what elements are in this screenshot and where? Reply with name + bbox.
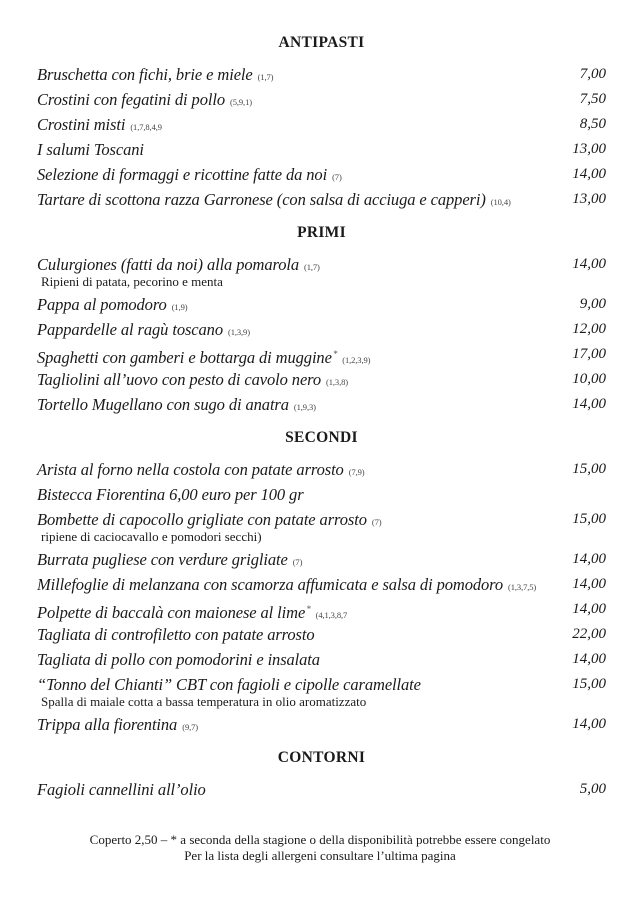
menu-item — [37, 367, 606, 392]
menu-item — [37, 112, 606, 137]
item-allergens: (1,9) — [171, 302, 188, 312]
item-name: Selezione di formaggi e ricottine fatte da noi — [37, 165, 328, 184]
item-allergens: (1,7) — [257, 72, 274, 82]
item-name-wrap — [37, 647, 320, 672]
item-name: Bruschetta con fichi, brie e miele — [37, 65, 253, 84]
item-price: 14,00 — [572, 166, 606, 182]
menu-item — [37, 647, 606, 672]
item-name: Tortello Mugellano con sugo di anatra — [37, 395, 289, 414]
item-price: 13,00 — [572, 191, 606, 207]
item-name: Tagliolini all’uovo con pesto di cavolo nero — [37, 370, 322, 389]
item-allergens: (10,4) — [490, 197, 511, 207]
menu-item — [37, 597, 606, 622]
menu-section-contorni — [37, 743, 606, 802]
item-allergens: (9,7) — [182, 722, 199, 732]
item-name-wrap — [37, 187, 511, 212]
item-allergens: (1,9,3) — [293, 402, 316, 412]
item-price: 14,00 — [572, 601, 606, 617]
item-name-wrap — [37, 622, 315, 647]
item-name-wrap — [37, 547, 302, 572]
item-allergens: (4,1,3,8,7 — [315, 610, 348, 620]
item-price: 12,00 — [572, 321, 606, 337]
item-name: Arista al forno nella costola con patate arrosto — [37, 460, 344, 479]
item-price: 13,00 — [572, 141, 606, 157]
item-description: Spalla di maiale cotta a bassa temperatura in olio aromatizzato — [41, 694, 367, 709]
item-name: I salumi Toscani — [37, 140, 144, 159]
item-allergens: (7) — [292, 557, 303, 567]
item-price: 14,00 — [572, 256, 606, 272]
menu-item — [37, 62, 606, 87]
item-name-wrap — [37, 62, 273, 87]
item-price: 14,00 — [572, 576, 606, 592]
item-name: Bistecca Fiorentina 6,00 euro per 100 gr — [37, 485, 304, 504]
item-price: 14,00 — [572, 551, 606, 567]
menu-item — [37, 572, 606, 597]
item-name-wrap — [37, 367, 348, 392]
item-name: Trippa alla fiorentina — [37, 715, 178, 734]
item-name-wrap — [37, 457, 365, 482]
item-name-wrap — [37, 777, 206, 802]
frozen-star: * — [332, 349, 338, 359]
menu-item — [37, 482, 606, 507]
menu-item — [37, 622, 606, 647]
item-name: Tagliata di pollo con pomodorini e insalata — [37, 650, 320, 669]
item-name-wrap — [37, 482, 304, 507]
item-name-wrap — [37, 392, 316, 417]
item-price: 5,00 — [579, 781, 606, 797]
menu-item — [37, 137, 606, 162]
item-name-wrap — [37, 597, 347, 622]
section-heading: CONTORNI — [277, 749, 366, 766]
item-name-wrap — [37, 137, 144, 162]
menu — [37, 0, 606, 802]
item-name: Millefoglie di melanzana con scamorza affumicata e salsa di pomodoro — [37, 575, 504, 594]
item-allergens: (7) — [332, 172, 342, 182]
item-price: 15,00 — [572, 676, 606, 692]
item-name-wrap — [37, 342, 370, 367]
item-name: Tartare di scottona razza Garronese (con salsa di acciuga e capperi) — [37, 190, 486, 209]
item-name: Pappardelle al ragù toscano — [37, 320, 223, 339]
frozen-star: * — [306, 604, 311, 614]
item-price: 9,00 — [579, 296, 606, 312]
item-name: Fagioli cannellini all’olio — [37, 780, 206, 799]
menu-item — [37, 187, 606, 212]
menu-item — [37, 162, 606, 187]
item-allergens: (7) — [371, 517, 382, 527]
item-price: 7,50 — [579, 91, 606, 107]
item-name-wrap — [37, 292, 188, 317]
item-price: 17,00 — [572, 346, 606, 362]
item-price: 14,00 — [572, 651, 606, 667]
menu-item — [37, 317, 606, 342]
footer-cover-note: Coperto 2,50 – * a seconda della stagione o della disponibilità potrebbe essere congelato — [89, 832, 551, 847]
section-heading: PRIMI — [297, 224, 346, 241]
menu-item — [37, 292, 606, 317]
item-name-wrap — [37, 317, 250, 342]
item-description: Ripieni di patata, pecorino e menta — [41, 274, 223, 289]
menu-section-primi — [37, 218, 606, 417]
item-allergens: (1,7) — [304, 262, 320, 272]
item-description: ripiene di caciocavallo e pomodori secchi) — [41, 529, 262, 544]
item-name-wrap — [37, 162, 342, 187]
item-price: 8,50 — [579, 116, 606, 132]
item-name: Tagliata di controfiletto con patate arrosto — [37, 625, 315, 644]
menu-item — [37, 777, 606, 802]
item-allergens: (1,7,8,4,9 — [130, 122, 162, 132]
item-name: Burrata pugliese con verdure grigliate — [37, 550, 288, 569]
item-price: 15,00 — [572, 461, 606, 477]
item-name-wrap — [37, 87, 252, 112]
item-name: Polpette di baccalà con maionese al lime — [37, 603, 306, 622]
item-allergens: (1,3,7,5) — [508, 582, 537, 592]
item-allergens: (5,9,1) — [229, 97, 252, 107]
item-price: 7,00 — [579, 66, 606, 82]
item-price: 15,00 — [572, 511, 606, 527]
menu-item — [37, 547, 606, 572]
item-price: 22,00 — [572, 626, 606, 642]
item-allergens: (1,3,8) — [326, 377, 348, 387]
item-price: 14,00 — [572, 396, 606, 412]
item-name: Crostini misti — [37, 115, 126, 134]
section-heading: ANTIPASTI — [278, 34, 365, 51]
footer-allergen-note: Per la lista degli allergeni consultare l’ultima pagina — [184, 848, 456, 863]
item-price: 10,00 — [572, 371, 606, 387]
item-name: Culurgiones (fatti da noi) alla pomarola — [37, 255, 299, 274]
item-price: 14,00 — [572, 716, 606, 732]
item-name-wrap — [37, 712, 198, 737]
item-name: Pappa al pomodoro — [37, 295, 167, 314]
item-allergens: (1,2,3,9) — [342, 355, 371, 365]
menu-item — [37, 712, 606, 737]
item-name: Bombette di capocollo grigliate con patate arrosto — [37, 510, 367, 529]
item-name-wrap — [37, 572, 536, 597]
item-name-wrap — [37, 112, 162, 137]
item-allergens: (1,3,9) — [227, 327, 250, 337]
item-allergens: (7,9) — [348, 467, 365, 477]
item-name: Crostini con fegatini di pollo — [37, 90, 225, 109]
section-heading: SECONDI — [285, 429, 358, 446]
footer — [0, 832, 640, 864]
menu-section-antipasti — [37, 28, 606, 212]
menu-item — [37, 457, 606, 482]
menu-item — [37, 392, 606, 417]
menu-section-secondi — [37, 423, 606, 737]
item-name: Spaghetti con gamberi e bottarga di muggine — [37, 348, 332, 367]
item-name: “Tonno del Chianti” CBT con fagioli e cipolle caramellate — [37, 675, 421, 694]
menu-item — [37, 87, 606, 112]
menu-item — [37, 342, 606, 367]
